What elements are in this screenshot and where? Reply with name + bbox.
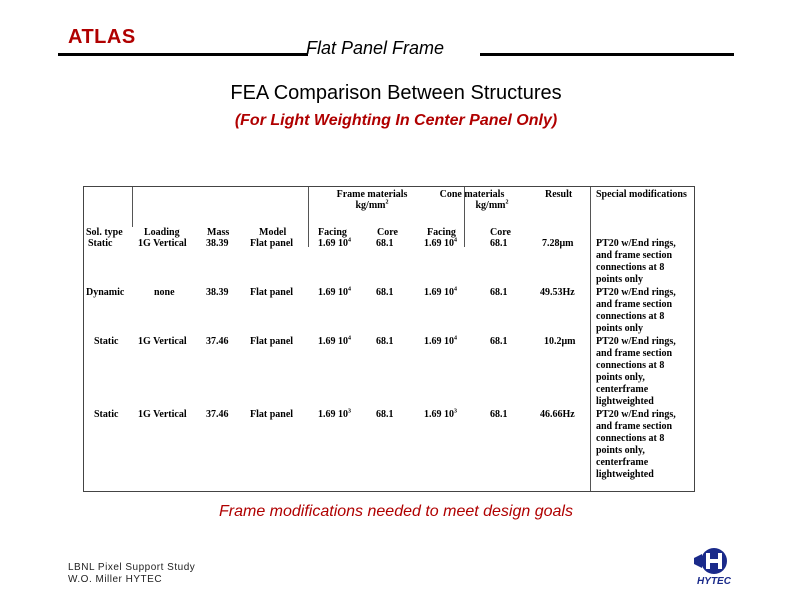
row4-cone-facing: 1.69 $10^3$ <box>424 408 457 420</box>
slide-heading: FEA Comparison Between Structures <box>230 82 562 104</box>
row3-model: Flat panel <box>250 336 294 347</box>
row1-sol-type: Static <box>88 238 113 249</box>
row2-frame-core: 68.1 <box>376 287 394 298</box>
col-header-cone-core: Core <box>490 227 511 238</box>
col-header-frame-facing: Facing <box>318 227 347 238</box>
col-header-mass: Mass <box>207 227 230 238</box>
special-modifications-header: Special modifications <box>596 189 687 200</box>
row4-frame-facing: 1.69 $10^3$ <box>318 408 351 420</box>
row4-sol-type: Static <box>94 409 119 420</box>
col-header-frame-core: Core <box>377 227 398 238</box>
slide-title: Flat Panel Frame <box>306 38 445 58</box>
row2-loading: none <box>154 287 175 298</box>
row2-modifications: PT20 w/End rings, and frame section connections at 8 points only <box>596 287 676 334</box>
row4-frame-core: 68.1 <box>376 409 394 420</box>
row3-cone-facing: 1.69 $10^4$ <box>424 335 457 347</box>
row3-frame-core: 68.1 <box>376 336 394 347</box>
row2-result: 49.53Hz <box>540 287 575 298</box>
hytec-logo-icon <box>690 546 738 590</box>
atlas-brand: ATLAS <box>68 26 136 48</box>
row2-model: Flat panel <box>250 287 294 298</box>
fea-comparison-table <box>83 186 695 492</box>
row4-loading: 1G Vertical <box>138 409 187 420</box>
row3-cone-core: 68.1 <box>490 336 508 347</box>
table-divider <box>132 187 133 227</box>
row2-sol-type: Dynamic <box>86 287 125 298</box>
row1-frame-core: 68.1 <box>376 238 394 249</box>
cone-materials-header: Cone materials $kg/mm^2$ <box>439 189 509 211</box>
col-header-loading: Loading <box>144 227 180 238</box>
row2-frame-facing: 1.69 $10^4$ <box>318 286 351 298</box>
row4-cone-core: 68.1 <box>490 409 508 420</box>
table-divider <box>590 187 591 491</box>
row4-modifications: PT20 w/End rings, and frame section connections at 8 points only, centerframe lightweighted <box>596 409 676 480</box>
row3-modifications: PT20 w/End rings, and frame section connections at 8 points only, centerframe lightweighted <box>596 336 676 407</box>
row3-loading: 1G Vertical <box>138 336 187 347</box>
row3-mass: 37.46 <box>206 336 229 347</box>
row1-model: Flat panel <box>250 238 294 249</box>
slide-subheading: (For Light Weighting In Center Panel Only) <box>234 112 558 129</box>
header-rule-left <box>58 53 308 56</box>
col-header-sol-type: Sol. type <box>86 227 123 238</box>
row2-mass: 38.39 <box>206 287 229 298</box>
slide-caption: Frame modifications needed to meet design goals <box>219 503 573 520</box>
row1-frame-facing: 1.69 $10^4$ <box>318 237 351 249</box>
row1-mass: 38.39 <box>206 238 229 249</box>
row2-cone-facing: 1.69 $10^4$ <box>424 286 457 298</box>
row1-modifications: PT20 w/End rings, and frame section connections at 8 points only <box>596 238 676 285</box>
row3-result: 10.2μm <box>544 336 576 347</box>
row4-model: Flat panel <box>250 409 294 420</box>
row1-cone-facing: 1.69 $10^4$ <box>424 237 457 249</box>
row1-loading: 1G Vertical <box>138 238 187 249</box>
row3-sol-type: Static <box>94 336 119 347</box>
frame-materials-header: Frame materials $kg/mm^2$ <box>336 189 408 211</box>
hytec-logo <box>690 546 738 590</box>
footer-line-1: LBNL Pixel Support Study <box>68 562 196 573</box>
header-rule-right <box>480 53 734 56</box>
svg-text:HYTEC: HYTEC <box>697 576 731 587</box>
col-header-model: Model <box>259 227 287 238</box>
row2-cone-core: 68.1 <box>490 287 508 298</box>
footer <box>68 562 195 586</box>
row4-mass: 37.46 <box>206 409 229 420</box>
result-header: Result <box>545 189 573 200</box>
col-header-cone-facing: Facing <box>427 227 456 238</box>
row1-result: 7.28μm <box>542 238 574 249</box>
row4-result: 46.66Hz <box>540 409 575 420</box>
row3-frame-facing: 1.69 $10^4$ <box>318 335 351 347</box>
row1-cone-core: 68.1 <box>490 238 508 249</box>
footer-line-2: W.O. Miller HYTEC <box>68 574 163 585</box>
